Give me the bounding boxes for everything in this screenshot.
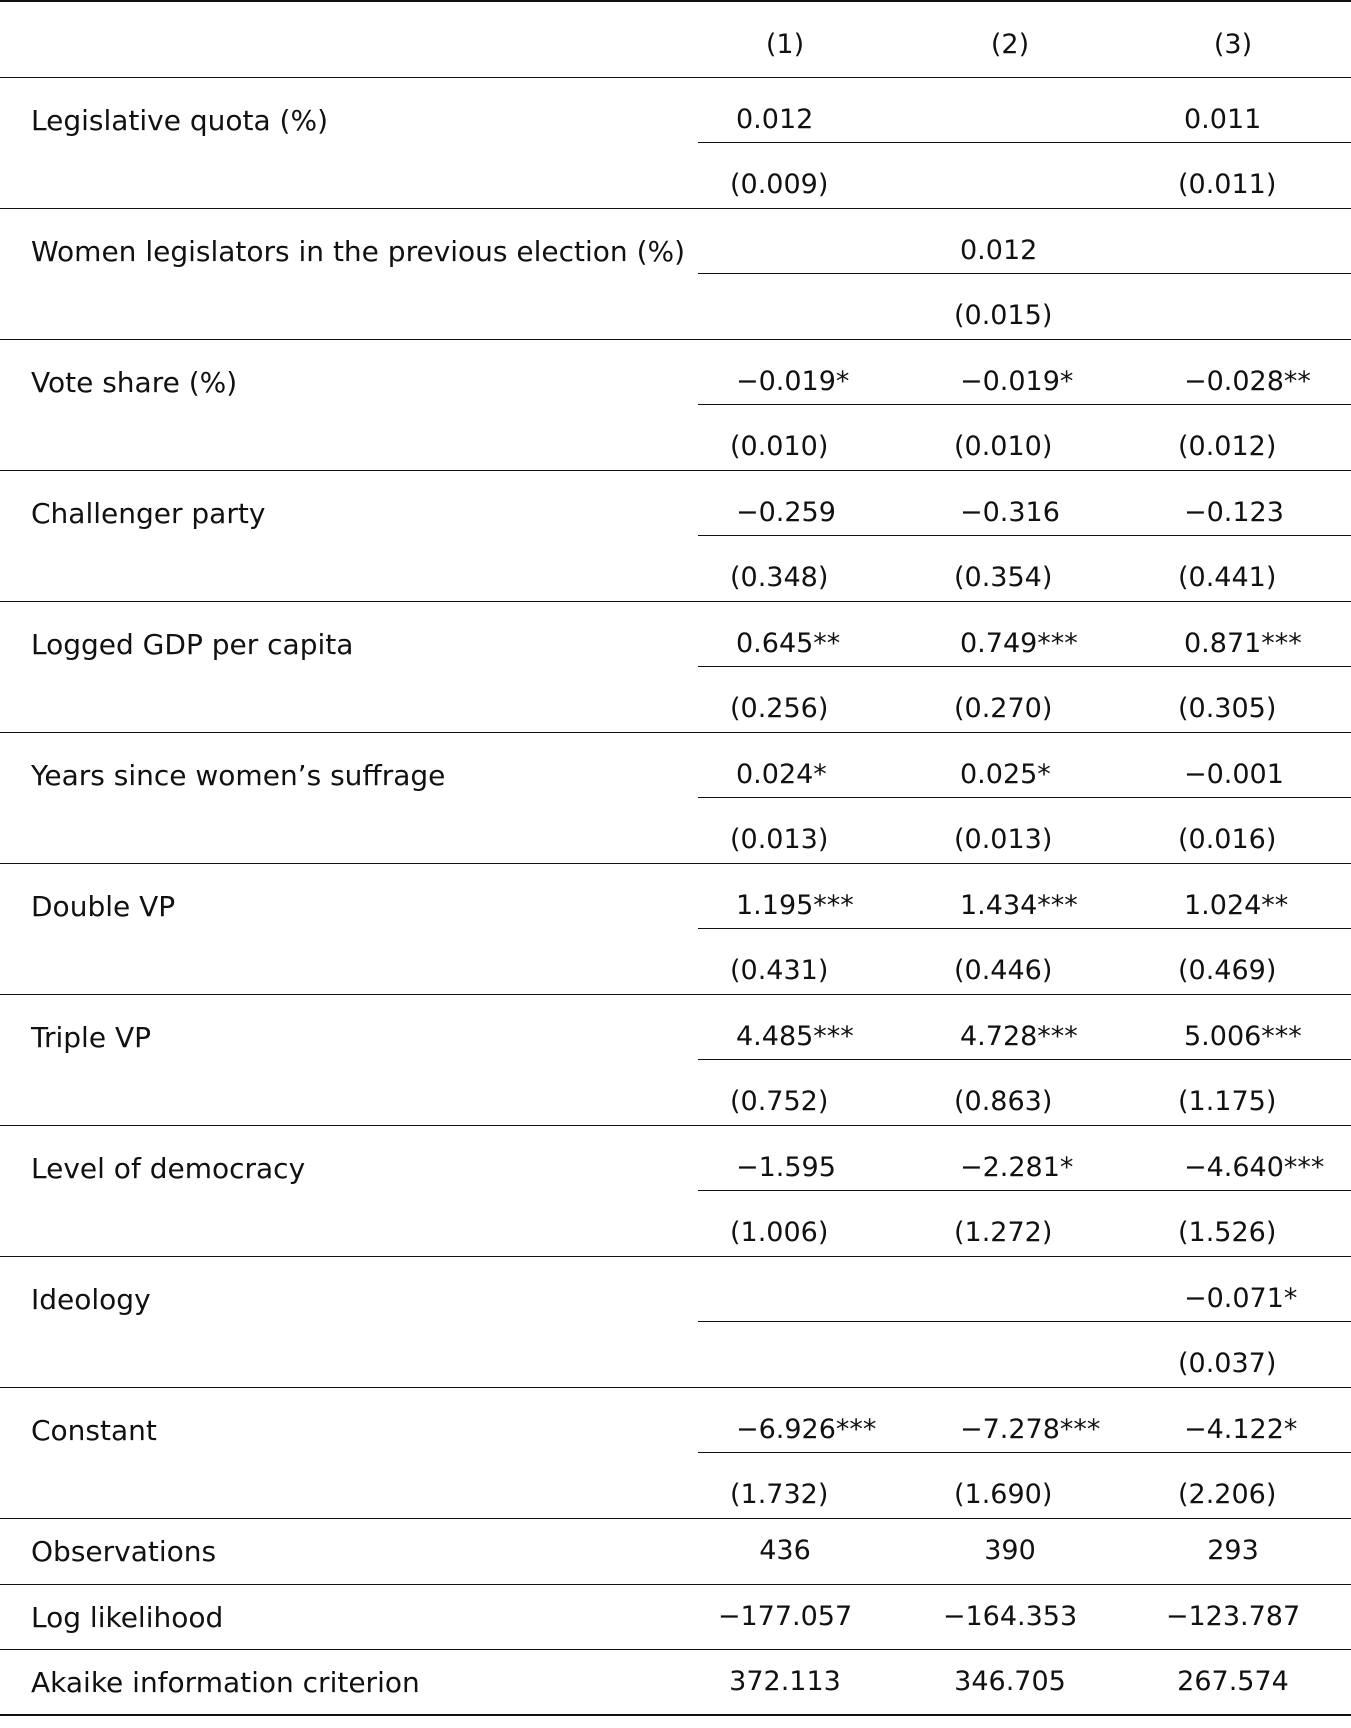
variable-block bbox=[0, 471, 1351, 602]
coefficient-cell: 0.025* bbox=[960, 759, 1051, 790]
coefficient-cell: −0.259 bbox=[736, 497, 836, 528]
coefficient-cell: −2.281* bbox=[960, 1152, 1074, 1183]
row-divider bbox=[698, 1321, 1351, 1322]
variable-name: Ideology bbox=[31, 1283, 151, 1316]
standard-error-cell: (0.013) bbox=[730, 824, 829, 855]
standard-error-cell: (0.348) bbox=[730, 562, 829, 593]
statistic-value: −177.057 bbox=[717, 1600, 853, 1632]
row-divider bbox=[698, 797, 1351, 798]
statistic-name: Log likelihood bbox=[31, 1600, 224, 1634]
variable-block bbox=[0, 995, 1351, 1126]
coefficient-cell: −0.019* bbox=[736, 366, 850, 397]
variable-block bbox=[0, 602, 1351, 733]
statistic-value: 390 bbox=[984, 1535, 1036, 1566]
coefficient-cell: 1.195*** bbox=[736, 890, 854, 921]
coefficient-cell: 0.024* bbox=[736, 759, 827, 790]
standard-error-cell: (0.011) bbox=[1178, 169, 1277, 200]
standard-error-cell: (0.863) bbox=[954, 1086, 1053, 1117]
row-divider bbox=[698, 928, 1351, 929]
statistic-row bbox=[0, 1519, 1351, 1585]
standard-error-cell: (0.256) bbox=[730, 693, 829, 724]
variable-name: Challenger party bbox=[31, 497, 266, 530]
coefficient-cell: −0.001 bbox=[1184, 759, 1284, 790]
row-divider bbox=[698, 1452, 1351, 1453]
variable-name: Triple VP bbox=[31, 1021, 151, 1054]
variable-name: Women legislators in the previous election (%) bbox=[31, 235, 686, 268]
standard-error-cell: (0.469) bbox=[1178, 955, 1277, 986]
variable-name: Double VP bbox=[31, 890, 176, 923]
row-divider bbox=[698, 142, 1351, 143]
variable-block bbox=[0, 209, 1351, 340]
variable-name: Constant bbox=[31, 1414, 157, 1447]
variable-block bbox=[0, 340, 1351, 471]
column-header-3: (3) bbox=[1213, 29, 1253, 60]
statistic-row bbox=[0, 1650, 1351, 1716]
standard-error-cell: (0.016) bbox=[1178, 824, 1277, 855]
coefficient-cell: −0.071* bbox=[1184, 1283, 1298, 1314]
statistic-row bbox=[0, 1585, 1351, 1651]
statistic-value: 267.574 bbox=[1177, 1666, 1289, 1697]
variable-block bbox=[0, 1388, 1351, 1519]
statistic-value: −123.787 bbox=[1165, 1600, 1301, 1632]
coefficient-cell: 5.006*** bbox=[1184, 1021, 1302, 1052]
row-divider bbox=[698, 1190, 1351, 1191]
standard-error-cell: (0.270) bbox=[954, 693, 1053, 724]
statistic-rows bbox=[0, 1519, 1351, 1716]
variable-block bbox=[0, 864, 1351, 995]
standard-error-cell: (1.732) bbox=[730, 1479, 829, 1510]
variable-name: Vote share (%) bbox=[31, 366, 238, 399]
coefficient-cell: 0.012 bbox=[960, 235, 1038, 266]
coefficient-cell: −0.019* bbox=[960, 366, 1074, 397]
standard-error-cell: (1.175) bbox=[1178, 1086, 1277, 1117]
coefficient-cell: −6.926*** bbox=[736, 1414, 877, 1445]
standard-error-cell: (0.009) bbox=[730, 169, 829, 200]
standard-error-cell: (0.037) bbox=[1178, 1348, 1277, 1379]
variable-rows bbox=[0, 78, 1351, 1519]
variable-name: Years since women’s suffrage bbox=[31, 759, 446, 792]
row-divider bbox=[698, 535, 1351, 536]
coefficient-cell: 4.728*** bbox=[960, 1021, 1078, 1052]
statistic-value: −164.353 bbox=[942, 1600, 1078, 1632]
standard-error-cell: (1.272) bbox=[954, 1217, 1053, 1248]
standard-error-cell: (0.752) bbox=[730, 1086, 829, 1117]
standard-error-cell: (1.526) bbox=[1178, 1217, 1277, 1248]
standard-error-cell: (2.206) bbox=[1178, 1479, 1277, 1510]
statistic-value: 372.113 bbox=[729, 1666, 841, 1697]
coefficient-cell: −4.640*** bbox=[1184, 1152, 1325, 1183]
row-divider bbox=[698, 404, 1351, 405]
variable-name: Level of democracy bbox=[31, 1152, 306, 1185]
standard-error-cell: (0.015) bbox=[954, 300, 1053, 331]
standard-error-cell: (0.446) bbox=[954, 955, 1053, 986]
variable-name: Logged GDP per capita bbox=[31, 628, 354, 661]
standard-error-cell: (1.006) bbox=[730, 1217, 829, 1248]
table-header bbox=[0, 0, 1351, 78]
variable-name: Legislative quota (%) bbox=[31, 104, 329, 137]
standard-error-cell: (0.305) bbox=[1178, 693, 1277, 724]
column-header-2: (2) bbox=[990, 29, 1030, 60]
row-divider bbox=[698, 1059, 1351, 1060]
coefficient-cell: 0.012 bbox=[736, 104, 814, 135]
row-divider bbox=[698, 666, 1351, 667]
standard-error-cell: (0.010) bbox=[954, 431, 1053, 462]
variable-block bbox=[0, 78, 1351, 209]
coefficient-cell: 0.871*** bbox=[1184, 628, 1302, 659]
standard-error-cell: (0.010) bbox=[730, 431, 829, 462]
standard-error-cell: (0.354) bbox=[954, 562, 1053, 593]
coefficient-cell: −0.123 bbox=[1184, 497, 1284, 528]
coefficient-cell: 1.434*** bbox=[960, 890, 1078, 921]
standard-error-cell: (0.431) bbox=[730, 955, 829, 986]
statistic-name: Akaike information criterion bbox=[31, 1666, 420, 1699]
variable-block bbox=[0, 1257, 1351, 1388]
variable-block bbox=[0, 1126, 1351, 1257]
coefficient-cell: 4.485*** bbox=[736, 1021, 854, 1052]
statistic-name: Observations bbox=[31, 1535, 217, 1568]
row-divider bbox=[698, 273, 1351, 274]
standard-error-cell: (0.013) bbox=[954, 824, 1053, 855]
coefficient-cell: 0.749*** bbox=[960, 628, 1078, 659]
coefficient-cell: −0.028** bbox=[1184, 366, 1311, 397]
coefficient-cell: −7.278*** bbox=[960, 1414, 1101, 1445]
standard-error-cell: (1.690) bbox=[954, 1479, 1053, 1510]
statistic-value: 436 bbox=[759, 1535, 811, 1566]
variable-block bbox=[0, 733, 1351, 864]
statistic-value: 293 bbox=[1207, 1535, 1259, 1566]
statistic-value: 346.705 bbox=[954, 1666, 1066, 1697]
coefficient-cell: 0.011 bbox=[1184, 104, 1262, 135]
column-header-1: (1) bbox=[765, 29, 805, 60]
coefficient-cell: 0.645** bbox=[736, 628, 841, 659]
standard-error-cell: (0.012) bbox=[1178, 431, 1277, 462]
coefficient-cell: −1.595 bbox=[736, 1152, 836, 1183]
coefficient-cell: 1.024** bbox=[1184, 890, 1289, 921]
coefficient-cell: −4.122* bbox=[1184, 1414, 1298, 1445]
standard-error-cell: (0.441) bbox=[1178, 562, 1277, 593]
coefficient-cell: −0.316 bbox=[960, 497, 1060, 528]
